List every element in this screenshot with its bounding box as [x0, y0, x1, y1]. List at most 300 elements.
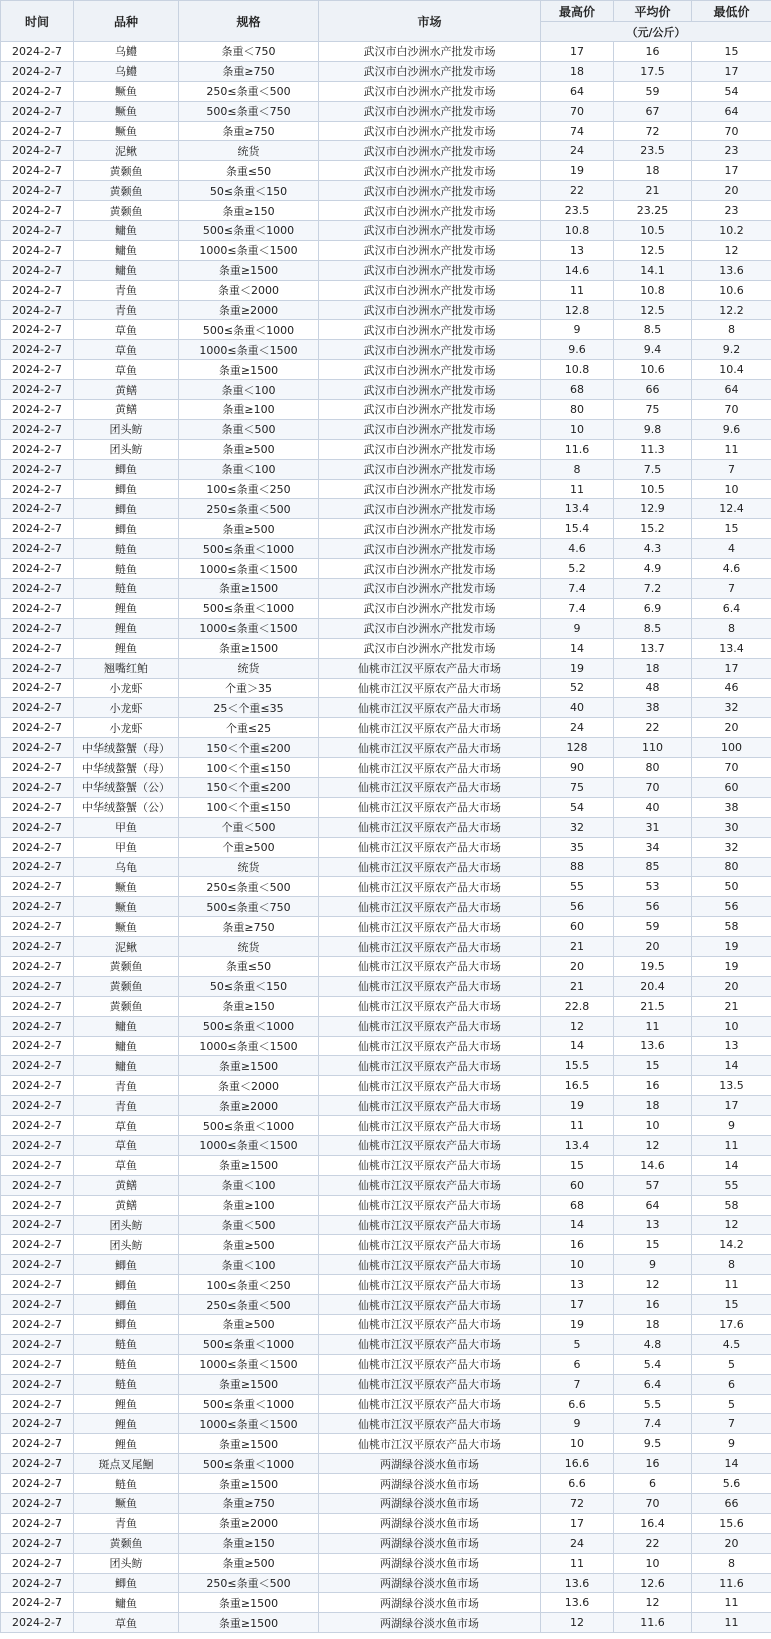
cell-avg-price: 13.6: [614, 1036, 692, 1056]
cell-variety: 草鱼: [74, 1155, 179, 1175]
cell-avg-price: 10.6: [614, 360, 692, 380]
cell-market: 仙桃市江汉平原农产品大市场: [319, 976, 541, 996]
cell-min-price: 17.6: [692, 1315, 771, 1335]
cell-market: 仙桃市江汉平原农产品大市场: [319, 1056, 541, 1076]
table-row: [1, 1056, 771, 1076]
cell-max-price: 14: [541, 1036, 614, 1056]
table-row: [1, 738, 771, 758]
cell-spec: 条重≥150: [179, 1533, 319, 1553]
cell-market: 武汉市白沙洲水产批发市场: [319, 81, 541, 101]
cell-max-price: 75: [541, 777, 614, 797]
header-avg-price: 平均价: [614, 1, 692, 22]
cell-variety: 团头鲂: [74, 1235, 179, 1255]
cell-min-price: 12.4: [692, 499, 771, 519]
table-row: [1, 400, 771, 420]
cell-max-price: 15.5: [541, 1056, 614, 1076]
table-row: [1, 1195, 771, 1215]
cell-spec: 条重＜500: [179, 1215, 319, 1235]
cell-time: 2024-2-7: [1, 499, 74, 519]
table-row: [1, 1613, 771, 1633]
cell-market: 仙桃市江汉平原农产品大市场: [319, 1394, 541, 1414]
cell-max-price: 14: [541, 638, 614, 658]
cell-avg-price: 9.4: [614, 340, 692, 360]
cell-min-price: 23: [692, 201, 771, 221]
cell-max-price: 6.6: [541, 1474, 614, 1494]
cell-time: 2024-2-7: [1, 1315, 74, 1335]
table-row: [1, 638, 771, 658]
cell-min-price: 13: [692, 1036, 771, 1056]
cell-avg-price: 19.5: [614, 956, 692, 976]
table-row: [1, 917, 771, 937]
table-row: [1, 161, 771, 181]
cell-avg-price: 7.4: [614, 1414, 692, 1434]
table-row: [1, 718, 771, 738]
cell-min-price: 20: [692, 976, 771, 996]
cell-market: 武汉市白沙洲水产批发市场: [319, 459, 541, 479]
cell-spec: 条重≥2000: [179, 1096, 319, 1116]
cell-max-price: 7.4: [541, 598, 614, 618]
cell-avg-price: 57: [614, 1175, 692, 1195]
cell-market: 武汉市白沙洲水产批发市场: [319, 559, 541, 579]
cell-time: 2024-2-7: [1, 658, 74, 678]
cell-variety: 鳜鱼: [74, 121, 179, 141]
cell-spec: 条重≥1500: [179, 1474, 319, 1494]
cell-max-price: 13.6: [541, 1573, 614, 1593]
table-row: [1, 1494, 771, 1514]
cell-avg-price: 9: [614, 1255, 692, 1275]
cell-variety: 鲫鱼: [74, 1295, 179, 1315]
cell-time: 2024-2-7: [1, 738, 74, 758]
cell-min-price: 13.5: [692, 1076, 771, 1096]
cell-spec: 条重≥500: [179, 1235, 319, 1255]
cell-variety: 草鱼: [74, 340, 179, 360]
cell-avg-price: 6.9: [614, 598, 692, 618]
cell-spec: 条重≥1500: [179, 1374, 319, 1394]
table-row: [1, 837, 771, 857]
cell-market: 仙桃市江汉平原农产品大市场: [319, 1235, 541, 1255]
cell-spec: 条重＜750: [179, 42, 319, 62]
cell-max-price: 17: [541, 1513, 614, 1533]
table-row: [1, 479, 771, 499]
table-row: [1, 1096, 771, 1116]
cell-spec: 条重≤50: [179, 161, 319, 181]
cell-market: 仙桃市江汉平原农产品大市场: [319, 678, 541, 698]
header-max-price: 最高价: [541, 1, 614, 22]
cell-time: 2024-2-7: [1, 1454, 74, 1474]
cell-variety: 小龙虾: [74, 678, 179, 698]
cell-min-price: 14: [692, 1056, 771, 1076]
cell-max-price: 21: [541, 937, 614, 957]
cell-min-price: 6.4: [692, 598, 771, 618]
cell-market: 武汉市白沙洲水产批发市场: [319, 61, 541, 81]
cell-time: 2024-2-7: [1, 1414, 74, 1434]
cell-spec: 个重＜500: [179, 817, 319, 837]
cell-market: 武汉市白沙洲水产批发市场: [319, 499, 541, 519]
cell-variety: 鳜鱼: [74, 877, 179, 897]
cell-avg-price: 53: [614, 877, 692, 897]
table-row: [1, 519, 771, 539]
cell-min-price: 17: [692, 161, 771, 181]
cell-avg-price: 14.6: [614, 1155, 692, 1175]
cell-spec: 条重≥500: [179, 439, 319, 459]
cell-variety: 草鱼: [74, 1135, 179, 1155]
cell-avg-price: 5.5: [614, 1394, 692, 1414]
cell-max-price: 9: [541, 618, 614, 638]
cell-variety: 鳙鱼: [74, 260, 179, 280]
cell-spec: 统货: [179, 658, 319, 678]
cell-min-price: 5.6: [692, 1474, 771, 1494]
cell-variety: 鳙鱼: [74, 1056, 179, 1076]
cell-min-price: 11: [692, 1135, 771, 1155]
cell-time: 2024-2-7: [1, 1036, 74, 1056]
cell-avg-price: 7.2: [614, 579, 692, 599]
cell-market: 两湖绿谷淡水鱼市场: [319, 1593, 541, 1613]
cell-max-price: 60: [541, 1175, 614, 1195]
cell-spec: 条重＜100: [179, 1255, 319, 1275]
table-row: [1, 937, 771, 957]
cell-time: 2024-2-7: [1, 857, 74, 877]
cell-spec: 250≤条重＜500: [179, 499, 319, 519]
cell-spec: 500≤条重＜1000: [179, 221, 319, 241]
cell-variety: 鲫鱼: [74, 1275, 179, 1295]
table-row: [1, 857, 771, 877]
cell-market: 武汉市白沙洲水产批发市场: [319, 638, 541, 658]
cell-avg-price: 12.9: [614, 499, 692, 519]
cell-avg-price: 75: [614, 400, 692, 420]
cell-min-price: 15: [692, 1295, 771, 1315]
cell-time: 2024-2-7: [1, 1553, 74, 1573]
table-row: [1, 598, 771, 618]
cell-max-price: 12: [541, 1016, 614, 1036]
cell-time: 2024-2-7: [1, 1195, 74, 1215]
cell-min-price: 13.6: [692, 260, 771, 280]
cell-min-price: 14: [692, 1155, 771, 1175]
cell-variety: 鲢鱼: [74, 1334, 179, 1354]
cell-min-price: 100: [692, 738, 771, 758]
cell-variety: 斑点叉尾鮰: [74, 1454, 179, 1474]
cell-max-price: 55: [541, 877, 614, 897]
cell-market: 仙桃市江汉平原农产品大市场: [319, 1354, 541, 1374]
cell-max-price: 19: [541, 1315, 614, 1335]
cell-max-price: 32: [541, 817, 614, 837]
cell-variety: 甲鱼: [74, 837, 179, 857]
cell-avg-price: 6: [614, 1474, 692, 1494]
cell-min-price: 10.4: [692, 360, 771, 380]
cell-market: 武汉市白沙洲水产批发市场: [319, 300, 541, 320]
table-row: [1, 1513, 771, 1533]
cell-time: 2024-2-7: [1, 797, 74, 817]
table-row: [1, 61, 771, 81]
cell-time: 2024-2-7: [1, 1215, 74, 1235]
cell-min-price: 8: [692, 1255, 771, 1275]
cell-min-price: 17: [692, 1096, 771, 1116]
cell-avg-price: 38: [614, 698, 692, 718]
cell-market: 仙桃市江汉平原农产品大市场: [319, 917, 541, 937]
cell-time: 2024-2-7: [1, 1394, 74, 1414]
cell-avg-price: 12: [614, 1135, 692, 1155]
cell-spec: 条重≥1500: [179, 1593, 319, 1613]
cell-spec: 150＜个重≤200: [179, 777, 319, 797]
cell-avg-price: 20.4: [614, 976, 692, 996]
header-min-price: 最低价: [692, 1, 771, 22]
cell-min-price: 56: [692, 897, 771, 917]
cell-market: 仙桃市江汉平原农产品大市场: [319, 1135, 541, 1155]
cell-max-price: 5.2: [541, 559, 614, 579]
cell-variety: 翘嘴红鲌: [74, 658, 179, 678]
cell-avg-price: 59: [614, 81, 692, 101]
cell-min-price: 9: [692, 1434, 771, 1454]
cell-variety: 草鱼: [74, 320, 179, 340]
cell-min-price: 4.5: [692, 1334, 771, 1354]
cell-spec: 1000≤条重＜1500: [179, 1036, 319, 1056]
cell-spec: 1000≤条重＜1500: [179, 1414, 319, 1434]
cell-time: 2024-2-7: [1, 1155, 74, 1175]
cell-time: 2024-2-7: [1, 479, 74, 499]
cell-time: 2024-2-7: [1, 1056, 74, 1076]
cell-spec: 1000≤条重＜1500: [179, 618, 319, 638]
cell-time: 2024-2-7: [1, 758, 74, 778]
cell-max-price: 19: [541, 1096, 614, 1116]
cell-max-price: 11: [541, 280, 614, 300]
cell-variety: 鳙鱼: [74, 221, 179, 241]
table-row: [1, 201, 771, 221]
cell-market: 仙桃市江汉平原农产品大市场: [319, 837, 541, 857]
cell-variety: 鳙鱼: [74, 1593, 179, 1613]
cell-avg-price: 12: [614, 1593, 692, 1613]
cell-min-price: 64: [692, 380, 771, 400]
cell-max-price: 128: [541, 738, 614, 758]
cell-time: 2024-2-7: [1, 141, 74, 161]
cell-variety: 黄颡鱼: [74, 181, 179, 201]
cell-time: 2024-2-7: [1, 1235, 74, 1255]
cell-spec: 条重≥1500: [179, 638, 319, 658]
cell-max-price: 7: [541, 1374, 614, 1394]
cell-market: 仙桃市江汉平原农产品大市场: [319, 1295, 541, 1315]
cell-min-price: 20: [692, 718, 771, 738]
table-row: [1, 42, 771, 62]
cell-max-price: 11: [541, 479, 614, 499]
table-row: [1, 817, 771, 837]
table-row: [1, 758, 771, 778]
cell-min-price: 19: [692, 937, 771, 957]
cell-variety: 草鱼: [74, 1613, 179, 1633]
cell-max-price: 15.4: [541, 519, 614, 539]
cell-spec: 250≤条重＜500: [179, 1295, 319, 1315]
cell-max-price: 90: [541, 758, 614, 778]
cell-min-price: 54: [692, 81, 771, 101]
cell-min-price: 10: [692, 479, 771, 499]
cell-avg-price: 10.5: [614, 221, 692, 241]
cell-variety: 鲢鱼: [74, 1474, 179, 1494]
cell-min-price: 5: [692, 1394, 771, 1414]
cell-avg-price: 12.6: [614, 1573, 692, 1593]
cell-spec: 条重＜100: [179, 380, 319, 400]
cell-market: 武汉市白沙洲水产批发市场: [319, 360, 541, 380]
cell-max-price: 54: [541, 797, 614, 817]
table-row: [1, 1076, 771, 1096]
cell-max-price: 10: [541, 419, 614, 439]
cell-max-price: 11.6: [541, 439, 614, 459]
table-row: [1, 439, 771, 459]
cell-variety: 乌鳢: [74, 61, 179, 81]
cell-spec: 25＜个重≤35: [179, 698, 319, 718]
table-row: [1, 1454, 771, 1474]
cell-min-price: 7: [692, 459, 771, 479]
cell-spec: 条重≥1500: [179, 1056, 319, 1076]
cell-min-price: 9.2: [692, 340, 771, 360]
cell-min-price: 60: [692, 777, 771, 797]
cell-time: 2024-2-7: [1, 937, 74, 957]
cell-avg-price: 22: [614, 718, 692, 738]
table-row: [1, 1434, 771, 1454]
table-row: [1, 658, 771, 678]
cell-min-price: 8: [692, 618, 771, 638]
cell-max-price: 19: [541, 161, 614, 181]
cell-market: 仙桃市江汉平原农产品大市场: [319, 1195, 541, 1215]
cell-time: 2024-2-7: [1, 42, 74, 62]
cell-avg-price: 110: [614, 738, 692, 758]
header-variety: 品种: [74, 1, 179, 42]
cell-avg-price: 10.8: [614, 280, 692, 300]
cell-spec: 条重≥500: [179, 1315, 319, 1335]
cell-min-price: 70: [692, 758, 771, 778]
cell-max-price: 4.6: [541, 539, 614, 559]
table-header: [1, 1, 771, 42]
cell-max-price: 6.6: [541, 1394, 614, 1414]
cell-market: 武汉市白沙洲水产批发市场: [319, 240, 541, 260]
cell-max-price: 68: [541, 380, 614, 400]
cell-spec: 条重≥100: [179, 400, 319, 420]
cell-min-price: 58: [692, 1195, 771, 1215]
cell-min-price: 70: [692, 121, 771, 141]
table-row: [1, 678, 771, 698]
cell-avg-price: 7.5: [614, 459, 692, 479]
cell-market: 武汉市白沙洲水产批发市场: [319, 340, 541, 360]
cell-variety: 中华绒螯蟹（母）: [74, 758, 179, 778]
cell-time: 2024-2-7: [1, 201, 74, 221]
cell-avg-price: 17.5: [614, 61, 692, 81]
cell-min-price: 12: [692, 1215, 771, 1235]
cell-max-price: 16: [541, 1235, 614, 1255]
cell-market: 仙桃市江汉平原农产品大市场: [319, 1096, 541, 1116]
cell-variety: 鳜鱼: [74, 81, 179, 101]
cell-max-price: 9.6: [541, 340, 614, 360]
cell-spec: 1000≤条重＜1500: [179, 559, 319, 579]
cell-market: 武汉市白沙洲水产批发市场: [319, 121, 541, 141]
cell-variety: 黄鳝: [74, 1175, 179, 1195]
cell-min-price: 4: [692, 539, 771, 559]
cell-variety: 黄鳝: [74, 1195, 179, 1215]
cell-time: 2024-2-7: [1, 240, 74, 260]
cell-avg-price: 12: [614, 1275, 692, 1295]
cell-min-price: 15: [692, 42, 771, 62]
cell-time: 2024-2-7: [1, 917, 74, 937]
table-row: [1, 976, 771, 996]
table-row: [1, 797, 771, 817]
cell-avg-price: 70: [614, 777, 692, 797]
cell-avg-price: 4.3: [614, 539, 692, 559]
cell-variety: 鲢鱼: [74, 1374, 179, 1394]
cell-time: 2024-2-7: [1, 976, 74, 996]
cell-avg-price: 13: [614, 1215, 692, 1235]
cell-time: 2024-2-7: [1, 1513, 74, 1533]
cell-time: 2024-2-7: [1, 1135, 74, 1155]
cell-avg-price: 12.5: [614, 240, 692, 260]
cell-market: 武汉市白沙洲水产批发市场: [319, 201, 541, 221]
cell-market: 武汉市白沙洲水产批发市场: [319, 618, 541, 638]
cell-variety: 鳜鱼: [74, 897, 179, 917]
cell-avg-price: 18: [614, 161, 692, 181]
cell-time: 2024-2-7: [1, 1434, 74, 1454]
cell-variety: 鲤鱼: [74, 1434, 179, 1454]
cell-min-price: 15: [692, 519, 771, 539]
cell-time: 2024-2-7: [1, 459, 74, 479]
cell-variety: 鲤鱼: [74, 598, 179, 618]
cell-spec: 统货: [179, 857, 319, 877]
cell-time: 2024-2-7: [1, 439, 74, 459]
cell-variety: 小龙虾: [74, 718, 179, 738]
table-row: [1, 340, 771, 360]
cell-avg-price: 15: [614, 1235, 692, 1255]
cell-variety: 黄颡鱼: [74, 1533, 179, 1553]
table-row: [1, 240, 771, 260]
cell-variety: 黄颡鱼: [74, 996, 179, 1016]
table-row: [1, 1374, 771, 1394]
cell-variety: 鳜鱼: [74, 101, 179, 121]
cell-max-price: 13: [541, 240, 614, 260]
cell-variety: 鲢鱼: [74, 1354, 179, 1374]
cell-spec: 条重≥1500: [179, 360, 319, 380]
cell-time: 2024-2-7: [1, 1096, 74, 1116]
cell-min-price: 11: [692, 1613, 771, 1633]
cell-spec: 条重＜100: [179, 1175, 319, 1195]
cell-variety: 乌鳢: [74, 42, 179, 62]
cell-max-price: 14.6: [541, 260, 614, 280]
table-row: [1, 559, 771, 579]
cell-min-price: 8: [692, 320, 771, 340]
cell-max-price: 10.8: [541, 360, 614, 380]
cell-max-price: 70: [541, 101, 614, 121]
cell-spec: 500≤条重＜1000: [179, 320, 319, 340]
cell-avg-price: 31: [614, 817, 692, 837]
cell-spec: 条重＜2000: [179, 1076, 319, 1096]
cell-time: 2024-2-7: [1, 678, 74, 698]
cell-market: 仙桃市江汉平原农产品大市场: [319, 897, 541, 917]
cell-variety: 鲤鱼: [74, 618, 179, 638]
cell-min-price: 11: [692, 1593, 771, 1613]
cell-spec: 条重≥1500: [179, 1155, 319, 1175]
cell-spec: 100≤条重＜250: [179, 479, 319, 499]
cell-market: 仙桃市江汉平原农产品大市场: [319, 956, 541, 976]
cell-max-price: 88: [541, 857, 614, 877]
cell-time: 2024-2-7: [1, 1255, 74, 1275]
cell-spec: 条重≥500: [179, 519, 319, 539]
cell-max-price: 22.8: [541, 996, 614, 1016]
cell-max-price: 24: [541, 141, 614, 161]
cell-time: 2024-2-7: [1, 897, 74, 917]
cell-time: 2024-2-7: [1, 221, 74, 241]
cell-time: 2024-2-7: [1, 1016, 74, 1036]
cell-market: 武汉市白沙洲水产批发市场: [319, 320, 541, 340]
cell-max-price: 10: [541, 1434, 614, 1454]
cell-variety: 青鱼: [74, 280, 179, 300]
cell-variety: 黄鳝: [74, 400, 179, 420]
cell-variety: 团头鲂: [74, 1215, 179, 1235]
cell-spec: 50≤条重＜150: [179, 181, 319, 201]
cell-min-price: 8: [692, 1553, 771, 1573]
table-row: [1, 1036, 771, 1056]
cell-time: 2024-2-7: [1, 817, 74, 837]
